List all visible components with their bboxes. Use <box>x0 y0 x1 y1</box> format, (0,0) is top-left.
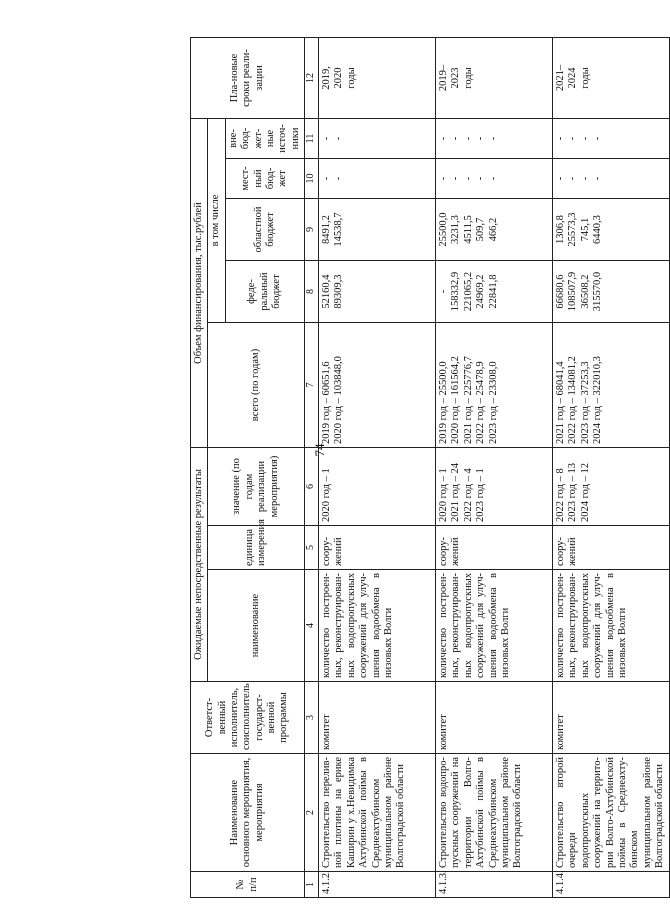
funding-local-line: - <box>462 176 474 181</box>
result-name: количество построен-ных, реконструирован-ных водопропускных сооружений для улуч-шения водообмена в низовьях Волги <box>319 570 436 682</box>
implementation-terms-line: 2024 <box>567 67 579 89</box>
result-values <box>319 448 436 526</box>
funding-regional-line: 466,2 <box>487 217 499 242</box>
funding-local-line: - <box>579 176 591 181</box>
funding-federal-line: 66680,6 <box>555 274 566 309</box>
funding-local-line: - <box>438 176 449 181</box>
funding-extrabudget-line: - <box>450 136 462 141</box>
funding-extrabudget-line: - <box>462 136 474 141</box>
rotated-table-container <box>190 38 665 898</box>
column-number: 4 <box>305 570 319 682</box>
funding-total-line: 2021 год – 68041,4 <box>555 361 566 444</box>
funding-regional-line: 6440,3 <box>592 215 604 244</box>
implementation-terms <box>553 37 670 118</box>
header-name: Наименование основного мероприятия, мероприятия <box>191 754 305 872</box>
table-body <box>319 37 670 897</box>
header-total: всего (по годам) <box>208 323 305 448</box>
funding-extrabudget-line: - <box>438 136 449 141</box>
column-number: 12 <box>305 37 319 118</box>
funding-total <box>553 323 670 448</box>
funding-local-line: - <box>450 176 462 181</box>
header-extrabudget: вне-бюд-жет-ные источ-ники <box>225 118 304 158</box>
implementation-terms-line: 2019– <box>438 64 449 92</box>
funding-local-line: - <box>487 176 499 181</box>
funding-extrabudget <box>436 118 553 158</box>
funding-regional-line: 745,1 <box>579 217 591 242</box>
funding-federal <box>319 261 436 323</box>
funding-local-line: - <box>321 176 332 181</box>
funding-total-line: 2022 год – 134081,2 <box>567 356 579 444</box>
column-number: 10 <box>305 159 319 199</box>
funding-extrabudget-line: - <box>333 136 345 141</box>
funding-federal-line: 24969,2 <box>475 274 487 309</box>
table-row <box>319 37 436 897</box>
page-number: 74 <box>312 443 327 457</box>
funding-total-line: 2020 год – 103848,0 <box>333 356 345 444</box>
funding-federal-line: 22841,8 <box>487 274 499 309</box>
column-number: 7 <box>305 323 319 448</box>
result-values-line: 2024 год – 12 <box>579 463 591 522</box>
result-unit: соору-жений <box>319 526 436 570</box>
result-name: количество построен-ных, реконструирован-ных водопропускных сооружений для улуч-шения водообмена в низовьях Волги <box>553 570 670 682</box>
column-number: 6 <box>305 448 319 526</box>
funding-local-line: - <box>567 176 579 181</box>
implementation-terms-line: 2021– <box>555 64 566 92</box>
header-responsible: Ответст-венный исполнитель, соисполнитель государст-венной программы <box>191 682 305 754</box>
implementation-terms <box>319 37 436 118</box>
funding-federal-line: 89309,3 <box>333 274 345 309</box>
funding-total-line: 2020 год – 161564,2 <box>450 356 462 444</box>
funding-total-line: 2019 год – 60651,6 <box>321 361 332 444</box>
funding-regional <box>319 199 436 261</box>
result-values <box>553 448 670 526</box>
result-values-line: 2020 год – 1 <box>321 468 332 522</box>
header-funding: Объем финансирования, тыс.рублей <box>191 118 208 447</box>
funding-extrabudget-line: - <box>487 136 499 141</box>
funding-federal <box>436 261 553 323</box>
result-unit: соору-жений <box>436 526 553 570</box>
measure-name: Строительство водопро-пускных сооружений на территории Волго-Ахтубинской поймы в Среднеахтубинском муниципальном районе Волгоградской области <box>436 754 553 872</box>
funding-total-line: 2021 год – 225776,7 <box>462 356 474 444</box>
funding-extrabudget <box>553 118 670 158</box>
funding-regional-line: 3231,3 <box>450 215 462 244</box>
funding-total-line: 2019 год – 25500,0 <box>438 361 449 444</box>
funding-regional-line: 14538,7 <box>333 212 345 247</box>
funding-regional <box>436 199 553 261</box>
table-row <box>553 37 670 897</box>
implementation-terms-line: 2019, <box>321 66 332 90</box>
funding-extrabudget-line: - <box>592 136 604 141</box>
funding-local-line: - <box>475 176 487 181</box>
funding-extrabudget-line: - <box>555 136 566 141</box>
column-number-row <box>305 37 319 897</box>
result-name: количество построен-ных, реконструирован-ных водопропускных сооружений для улуч-шения водообмена в низовьях Волги <box>436 570 553 682</box>
result-values-line: 2023 год – 13 <box>567 463 579 522</box>
funding-total-line: 2024 год – 322010,3 <box>592 356 604 444</box>
funding-local <box>553 159 670 199</box>
funding-local-line: - <box>555 176 566 181</box>
result-values-line: 2023 год – 1 <box>475 468 487 522</box>
funding-extrabudget-line: - <box>567 136 579 141</box>
row-number: 4.1.4. <box>553 872 670 898</box>
funding-regional-line: 25500,0 <box>438 212 449 247</box>
row-number: 4.1.2. <box>319 872 436 898</box>
header-value: значение (по годам реализации мероприятия) <box>208 448 305 526</box>
funding-total-line: 2023 год – 23308,0 <box>487 361 499 444</box>
funding-extrabudget-line: - <box>321 136 332 141</box>
implementation-terms-line: годы <box>345 67 357 89</box>
funding-extrabudget <box>319 118 436 158</box>
measure-name: Строительство перелив-ной плотины на ерике Каширин у х.Невидимка Ахтубинской поймы в Среднеахтубинском муниципальном районе Волгоградской области <box>319 754 436 872</box>
funding-regional-line: 25573,3 <box>567 212 579 247</box>
funding-extrabudget-line: - <box>579 136 591 141</box>
column-number: 2 <box>305 754 319 872</box>
header-including: в том числе <box>208 118 225 322</box>
result-values <box>436 448 553 526</box>
result-values-line: 2022 год – 8 <box>555 468 566 522</box>
funding-federal-line: 36508,2 <box>579 274 591 309</box>
column-number: 9 <box>305 199 319 261</box>
funding-federal-line: 158332,9 <box>450 271 462 312</box>
funding-extrabudget-line: - <box>475 136 487 141</box>
header-local: мест-ный бюд-жет <box>225 159 304 199</box>
funding-federal-line: - <box>438 289 449 294</box>
header-regional: областной бюджет <box>225 199 304 261</box>
funding-regional <box>553 199 670 261</box>
header-unit: единица измерения <box>208 526 305 570</box>
funding-regional-line: 1306,8 <box>555 215 566 244</box>
financing-table <box>190 37 670 898</box>
funding-regional-line: 8491,2 <box>321 215 332 244</box>
result-values-line: 2022 год – 4 <box>462 468 474 522</box>
funding-federal-line: 52160,4 <box>321 274 332 309</box>
funding-total-line: 2023 год – 37253,3 <box>579 361 591 444</box>
funding-federal-line: 315570,0 <box>592 271 604 312</box>
implementation-terms <box>436 37 553 118</box>
funding-regional-line: 509,7 <box>475 217 487 242</box>
header-num: № п/п <box>191 872 305 898</box>
funding-federal-line: 221065,2 <box>462 271 474 312</box>
responsible-executor: комитет <box>319 682 436 754</box>
implementation-terms-line: 2020 <box>333 67 345 89</box>
funding-regional-line: 4511,5 <box>462 215 474 244</box>
header-terms: Пла-новые сроки реали-зации <box>191 37 305 118</box>
implementation-terms-line: годы <box>579 67 591 89</box>
funding-local-line: - <box>333 176 345 181</box>
result-values-line: 2021 год – 24 <box>450 463 462 522</box>
result-values-line: 2020 год – 1 <box>438 468 449 522</box>
column-number: 5 <box>305 526 319 570</box>
column-number: 1 <box>305 872 319 898</box>
table-row <box>436 37 553 897</box>
result-unit: соору-жений <box>553 526 670 570</box>
implementation-terms-line: 2023 <box>450 67 462 89</box>
implementation-terms-line: годы <box>462 67 474 89</box>
responsible-executor: комитет <box>553 682 670 754</box>
row-number: 4.1.3. <box>436 872 553 898</box>
funding-local <box>319 159 436 199</box>
responsible-executor: комитет <box>436 682 553 754</box>
column-number: 3 <box>305 682 319 754</box>
header-result-name: наименование <box>208 570 305 682</box>
column-number: 11 <box>305 118 319 158</box>
funding-total <box>319 323 436 448</box>
funding-federal-line: 108507,9 <box>567 271 579 312</box>
header-federal: феде-ральный бюджет <box>225 261 304 323</box>
funding-local <box>436 159 553 199</box>
funding-federal <box>553 261 670 323</box>
funding-total <box>436 323 553 448</box>
header-expected-results: Ожидаемые непосредственные результаты <box>191 448 208 682</box>
funding-total-line: 2022 год – 25478,9 <box>475 361 487 444</box>
funding-local-line: - <box>592 176 604 181</box>
column-number: 8 <box>305 261 319 323</box>
measure-name: Строительство второй очереди водопропускных сооружений на террито-рии Волго-Ахтубинской поймы в Среднеахту-бинском муниципальном районе Волгоградской области <box>553 754 670 872</box>
